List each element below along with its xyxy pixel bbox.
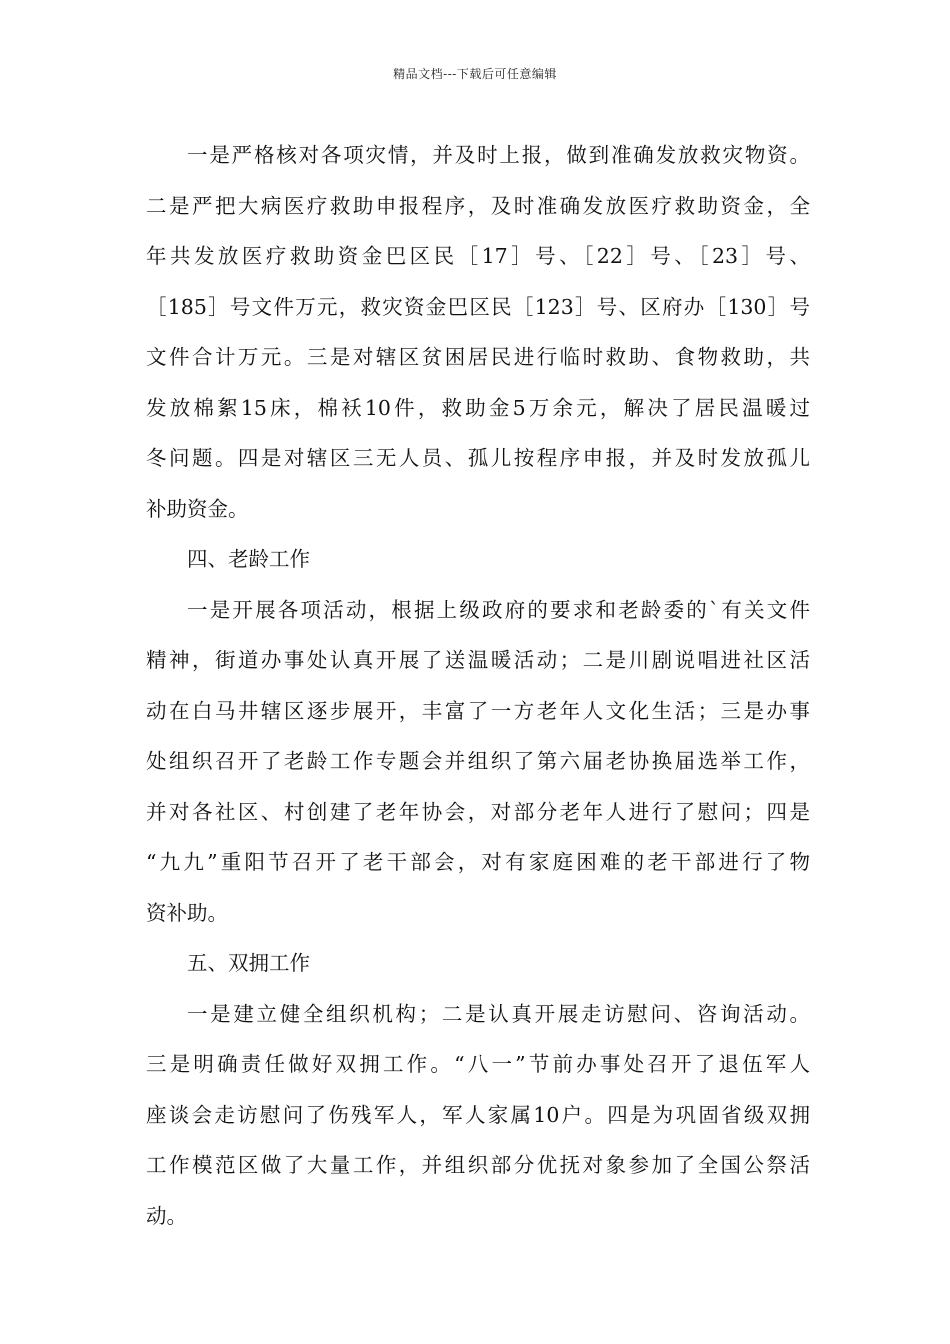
text-line: 资补助。	[146, 900, 228, 925]
text-line: 工作模范区做了大量工作，并组织部分优抚对象参加了全国公祭活	[146, 1153, 810, 1177]
paragraph-elderly	[146, 585, 810, 939]
text-line: 年共发放医疗救助资金巴区民［17］号、［22］号、［23］号、	[146, 244, 810, 268]
section-heading: 四、老龄工作	[187, 547, 310, 571]
document-body	[146, 130, 810, 1241]
section-heading-double-support	[146, 938, 810, 989]
text-line: 一是严格核对各项灾情，并及时上报，做到准确发放救灾物资。	[187, 143, 810, 167]
text-line: 一是开展各项活动，根据上级政府的要求和老龄委的`有关文件	[187, 597, 810, 622]
text-line: 动。	[146, 1203, 187, 1228]
text-line: 发放棉絮15床，棉袄10件，救助金5万余元，解决了居民温暖过	[146, 395, 810, 420]
section-heading-elderly	[146, 534, 810, 585]
text-line: 一是建立健全组织机构；二是认真开展走访慰问、咨询活动。	[187, 1001, 810, 1026]
text-line: 并对各社区、村创建了老年协会，对部分老年人进行了慰问；四是	[146, 799, 810, 824]
page-header: 精品文档---下载后可任意编辑	[393, 67, 557, 81]
text-line: 座谈会走访慰问了伤残军人，军人家属10户。四是为巩固省级双拥	[146, 1102, 810, 1127]
text-line: 精神，街道办事处认真开展了送温暖活动；二是川剧说唱进社区活	[146, 648, 810, 672]
text-line: “九九”重阳节召开了老干部会，对有家庭困难的老干部进行了物	[146, 850, 810, 874]
paragraph-double-support	[146, 989, 810, 1242]
paragraph-relief	[146, 130, 810, 534]
text-line: ［185］号文件万元，救灾资金巴区民［123］号、区府办［130］号	[146, 294, 810, 319]
text-line: 冬问题。四是对辖区三无人员、孤儿按程序申报，并及时发放孤儿	[146, 446, 810, 470]
text-line: 动在白马井辖区逐步展开，丰富了一方老年人文化生活；三是办事	[146, 698, 810, 723]
text-line: 补助资金。	[146, 496, 249, 521]
section-heading: 五、双拥工作	[187, 951, 310, 975]
text-line: 处组织召开了老龄工作专题会并组织了第六届老协换届选举工作，	[146, 749, 810, 773]
text-line: 文件合计万元。三是对辖区贫困居民进行临时救助、食物救助，共	[146, 345, 810, 369]
text-line: 三是明确责任做好双拥工作。“八一”节前办事处召开了退伍军人	[146, 1052, 810, 1076]
text-line: 二是严把大病医疗救助申报程序，及时准确发放医疗救助资金，全	[146, 193, 810, 218]
